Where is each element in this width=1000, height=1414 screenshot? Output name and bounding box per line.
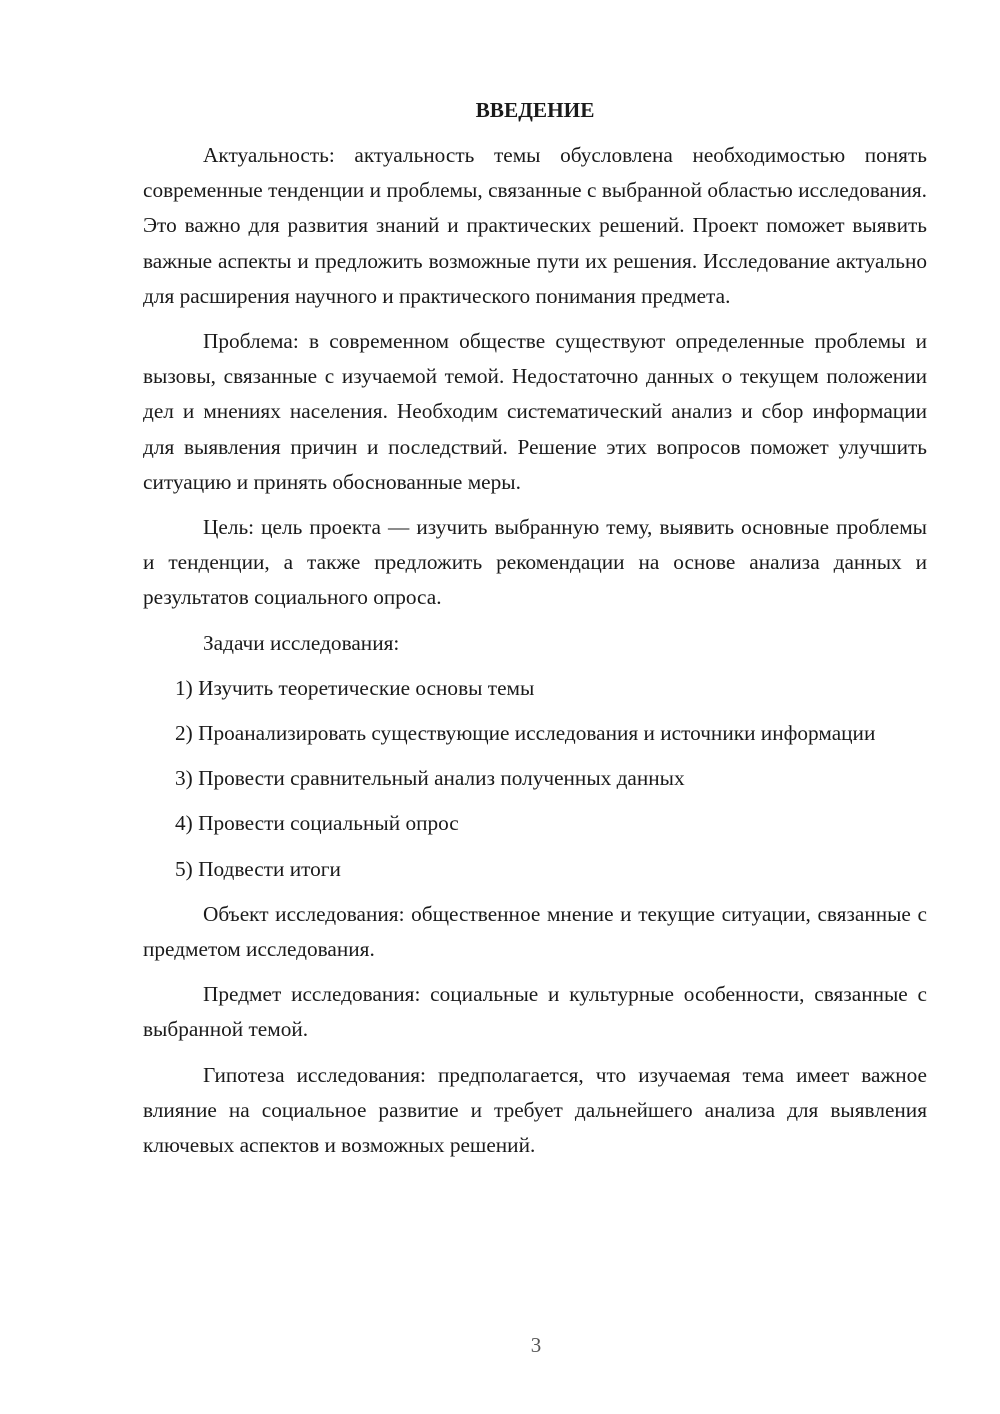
page-number: 3 bbox=[530, 1333, 542, 1357]
paragraph-tasks-heading: Задачи исследования: bbox=[203, 630, 400, 655]
paragraph-goal: Цель: цель проекта — изучить выбранную тему, выявить основные проблемы и тенденции, а также предложить рекомендации на основе анализа данных и результатов социального опроса. bbox=[143, 515, 927, 610]
paragraph-problem: Проблема: в современном обществе существуют определенные проблемы и вызовы, связанные с изучаемой темой. Недостаточно данных о текущем положении дел и мнениях населения. Необходим систематический анализ и сбор информации для выявления причин и последствий. Решение этих вопросов поможет улучшить ситуацию и принять обоснованные меры. bbox=[143, 329, 927, 494]
task-item-4: 4) Провести социальный опрос bbox=[175, 811, 459, 836]
paragraph-hypothesis: Гипотеза исследования: предполагается, что изучаемая тема имеет важное влияние на социальное развитие и требует дальнейшего анализа для выявления ключевых аспектов и возможных решений. bbox=[143, 1062, 927, 1158]
paragraph-subject: Предмет исследования: социальные и культурные особенности, связанные с выбранной темой. bbox=[143, 982, 927, 1042]
task-item-1: 1) Изучить теоретические основы темы bbox=[175, 675, 535, 700]
paragraph-object: Объект исследования: общественное мнение и текущие ситуации, связанные с предметом исследования. bbox=[143, 901, 927, 962]
document-page bbox=[143, 95, 927, 1173]
task-item-3: 3) Провести сравнительный анализ полученных данных bbox=[175, 766, 685, 791]
paragraph-relevance: Актуальность: актуальность темы обусловлена необходимостью понять современные тенденции и проблемы, связанные с выбранной областью исследования. Это важно для развития знаний и практических решений. Проект поможет выявить важные аспекты и предложить возможные пути их решения. Исследование актуально для расширения научного и практического понимания предмета. bbox=[143, 143, 927, 308]
task-item-2: 2) Проанализировать существующие исследования и источники информации bbox=[175, 721, 876, 746]
section-title: ВВЕДЕНИЕ bbox=[475, 98, 595, 122]
task-item-5: 5) Подвести итоги bbox=[175, 856, 341, 881]
